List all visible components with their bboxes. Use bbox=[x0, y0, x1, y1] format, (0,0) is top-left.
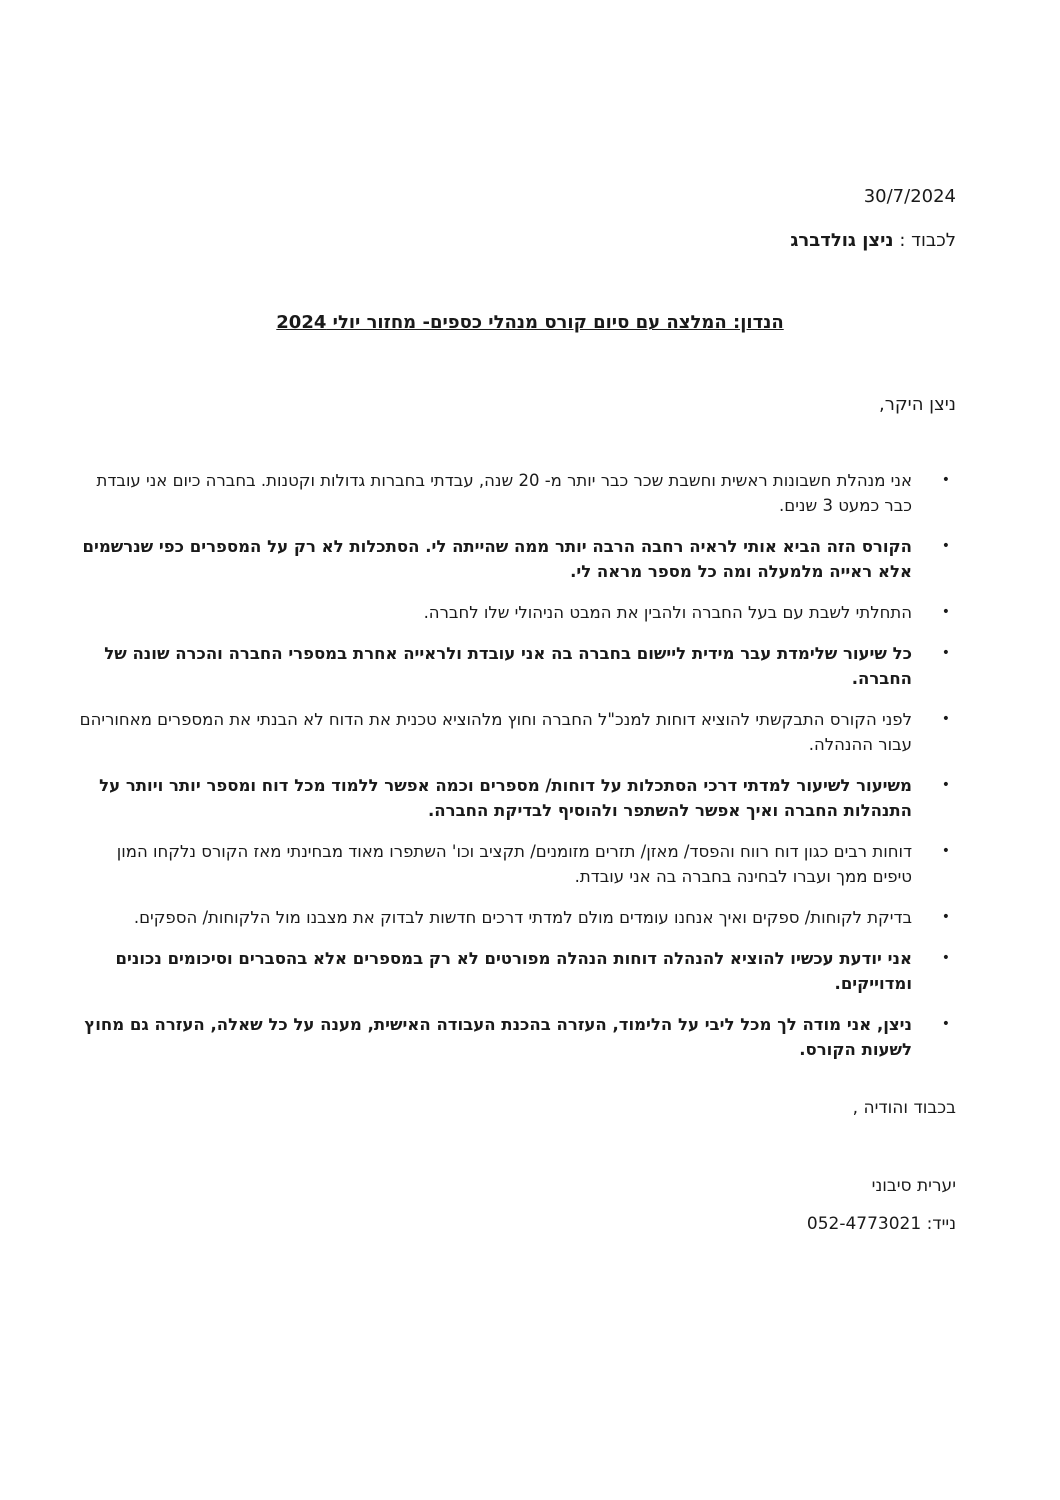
bullet-icon: • bbox=[941, 538, 950, 554]
list-item-text: בדיקת לקוחות/ ספקים ואיך אנחנו עומדים מולם למדתי דרכים חדשות לבדוק את מצבנו מול הלקוחות/ הספקים. bbox=[133, 908, 912, 927]
recommendation-list bbox=[76, 468, 956, 1078]
phone-number: 052-4773021 bbox=[806, 1214, 922, 1234]
bullet-icon: • bbox=[941, 950, 950, 966]
signer-name: יערית סיבוני bbox=[871, 1176, 956, 1196]
list-item bbox=[76, 773, 956, 823]
list-item-text: הקורס הזה הביא אותי לראיה רחבה הרבה יותר ממה שהייתה לי. הסתכלות לא רק על המספרים כפי שנרשמים אלא ראייה מלמעלה ומה כל מספר מראה לי. bbox=[82, 537, 912, 581]
letter-subject: הנדון: המלצה עם סיום קורס מנהלי כספים- מחזור יולי 2024 bbox=[276, 312, 784, 333]
letter-greeting: ניצן היקר, bbox=[879, 394, 956, 415]
list-item bbox=[76, 905, 956, 930]
list-item bbox=[76, 600, 956, 625]
letter-date: 30/7/2024 bbox=[863, 186, 956, 207]
list-item-text: משיעור לשיעור למדתי דרכי הסתכלות על דוחות/ מספרים וכמה אפשר ללמוד מכל דוח ומספר יותר ויותר על התנהלות החברה ואיך אפשר להשתפר ולהוסיף לבדיקת החברה. bbox=[99, 776, 912, 820]
bullet-icon: • bbox=[941, 1016, 950, 1032]
list-item-text: ניצן, אני מודה לך מכל ליבי על הלימוד, העזרה בהכנת העבודה האישית, מענה על כל שאלה, העזרה גם מחוץ לשעות הקורס. bbox=[84, 1015, 912, 1059]
list-item bbox=[76, 839, 956, 889]
bullet-icon: • bbox=[941, 777, 950, 793]
letter-closing: בכבוד והודיה , bbox=[852, 1098, 956, 1118]
recipient-label: לכבוד : bbox=[899, 230, 956, 251]
phone-line bbox=[807, 1214, 956, 1234]
list-item-text: לפני הקורס התבקשתי להוציא דוחות למנכ"ל החברה וחוץ מלהוציא טכנית את הדוח לא הבנתי את המספרים מאחוריהם עבור ההנהלה. bbox=[79, 710, 912, 754]
recipient-line bbox=[790, 230, 956, 251]
list-item bbox=[76, 641, 956, 691]
list-item bbox=[76, 1012, 956, 1062]
list-item bbox=[76, 534, 956, 584]
bullet-icon: • bbox=[941, 604, 950, 620]
bullet-icon: • bbox=[941, 645, 950, 661]
bullet-icon: • bbox=[941, 472, 950, 488]
list-item bbox=[76, 946, 956, 996]
bullet-icon: • bbox=[941, 843, 950, 859]
bullet-icon: • bbox=[941, 909, 950, 925]
list-item-text: אני מנהלת חשבונות ראשית וחשבת שכר כבר יותר מ- 20 שנה, עבדתי בחברות גדולות וקטנות. בחברה כיום אני עובדת כבר כמעט 3 שנים. bbox=[96, 471, 912, 515]
list-item-text: כל שיעור שלימדת עבר מידית ליישום בחברה בה אני עובדת ולראייה אחרת במספרי החברה והכרה שונה של החברה. bbox=[104, 644, 912, 688]
recipient-name: ניצן גולדברג bbox=[790, 230, 894, 251]
list-item-text: דוחות רבים כגון דוח רווח והפסד/ מאזן/ תזרים מזומנים/ תקציב וכו' השתפרו מאוד מבחינתי מאז הקורס נלקחו המון טיפים ממך ועברו לבחינה בחברה בה אני עובדת. bbox=[116, 842, 912, 886]
phone-label: נייד: bbox=[926, 1214, 956, 1234]
list-item-text: אני יודעת עכשיו להוציא להנהלה דוחות הנהלה מפורטים לא רק במספרים אלא בהסברים וסיכומים נכונים ומדוייקים. bbox=[115, 949, 912, 993]
list-item bbox=[76, 468, 956, 518]
list-item bbox=[76, 707, 956, 757]
bullet-icon: • bbox=[941, 711, 950, 727]
list-item-text: התחלתי לשבת עם בעל החברה ולהבין את המבט הניהולי שלו לחברה. bbox=[423, 603, 912, 622]
